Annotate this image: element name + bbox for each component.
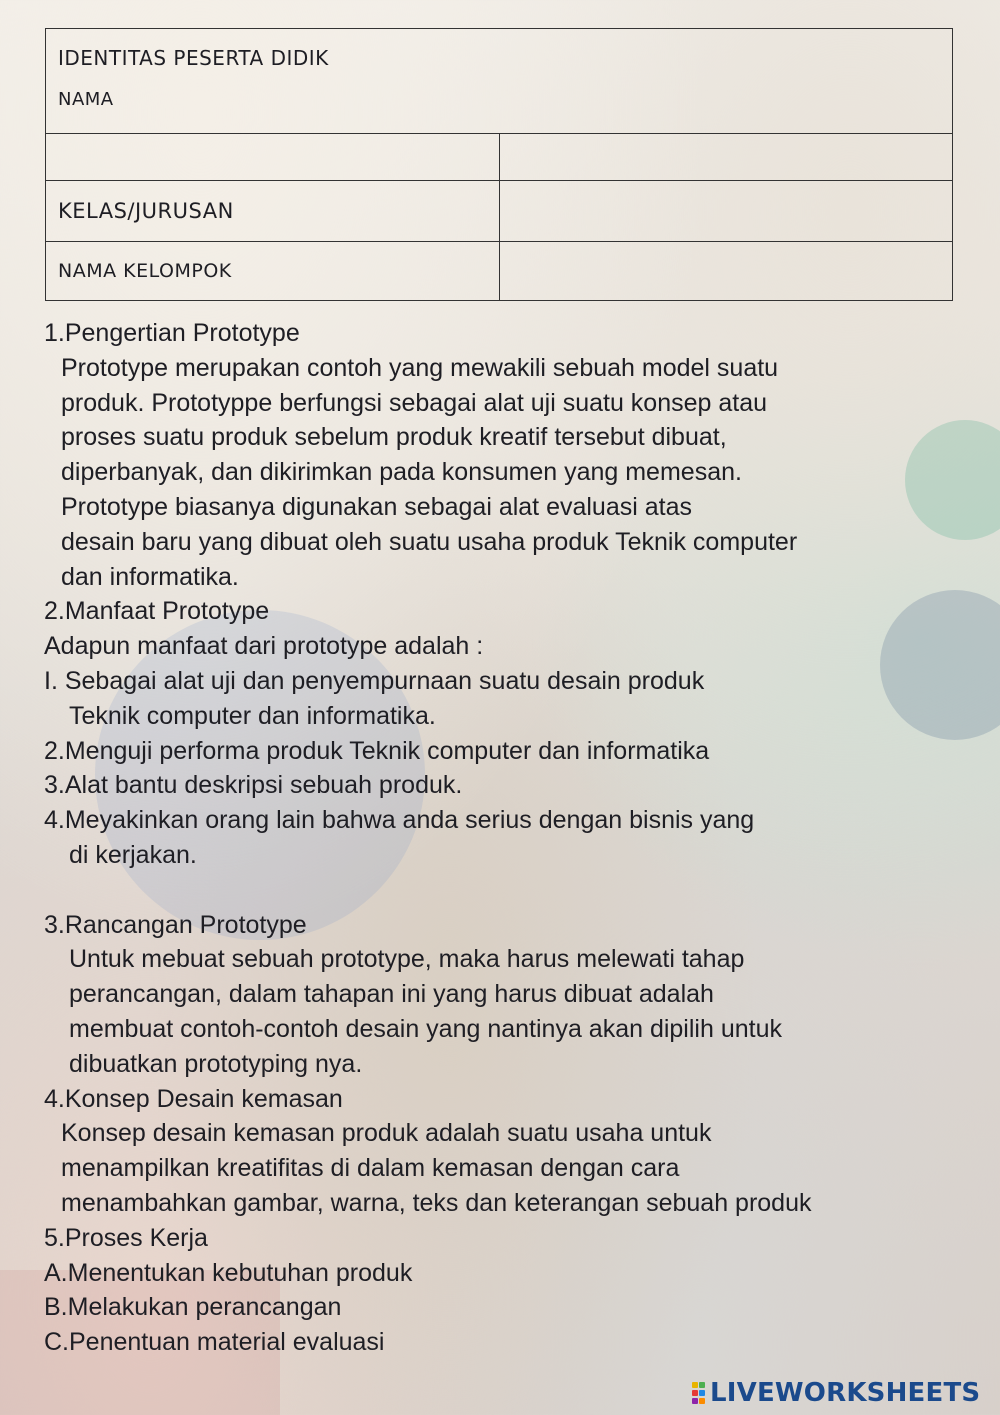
paragraph-line: produk. Prototyppe berfungsi sebagai alat uji suatu konsep atau xyxy=(61,388,768,417)
list-item-continuation: Teknik computer dan informatika. xyxy=(69,701,436,730)
worksheet-content xyxy=(44,316,984,1360)
paragraph-line: perancangan, dalam tahapan ini yang harus dibuat adalah xyxy=(69,980,714,1009)
list-item: 3.Alat bantu deskripsi sebuah produk. xyxy=(44,771,463,800)
identity-title: IDENTITAS PESERTA DIDIK xyxy=(58,46,329,70)
liveworksheets-logo xyxy=(692,1378,980,1408)
paragraph-line: diperbanyak, dan dikirimkan pada konsumen yang memesan. xyxy=(61,458,742,487)
paragraph-line: menambahkan gambar, warna, teks dan keterangan sebuah produk xyxy=(61,1188,812,1217)
nama-label: NAMA xyxy=(58,89,114,110)
kelas-field[interactable] xyxy=(499,181,953,242)
kelompok-field[interactable] xyxy=(499,242,953,301)
nama-field[interactable] xyxy=(46,134,500,181)
list-item-continuation: di kerjakan. xyxy=(69,840,197,869)
list-item: I. Sebagai alat uji dan penyempurnaan suatu desain produk xyxy=(44,666,705,695)
paragraph-line: Adapun manfaat dari prototype adalah : xyxy=(44,632,484,661)
section-heading: 2.Manfaat Prototype xyxy=(44,597,270,626)
paragraph-line: Prototype biasanya digunakan sebagai alat evaluasi atas xyxy=(61,492,692,521)
paragraph-line: Prototype merupakan contoh yang mewakili sebuah model suatu xyxy=(61,353,779,382)
paragraph-line: membuat contoh-contoh desain yang nantinya akan dipilih untuk xyxy=(69,1014,782,1043)
liveworksheets-logo-icon xyxy=(692,1382,706,1404)
kelas-label: KELAS/JURUSAN xyxy=(46,181,500,242)
paragraph-line: dibuatkan prototyping nya. xyxy=(69,1049,363,1078)
section-heading: 3.Rancangan Prototype xyxy=(44,910,307,939)
liveworksheets-logo-text: LIVEWORKSHEETS xyxy=(710,1378,981,1408)
paragraph-line: dan informatika. xyxy=(61,562,239,591)
list-item: C.Penentuan material evaluasi xyxy=(44,1328,385,1357)
identity-table xyxy=(45,28,953,301)
paragraph-line: Konsep desain kemasan produk adalah suatu usaha untuk xyxy=(61,1119,712,1148)
kelompok-label: NAMA KELOMPOK xyxy=(46,242,500,301)
blank-line xyxy=(44,873,984,908)
nama-extra-field[interactable] xyxy=(499,134,953,181)
paragraph-line: Untuk mebuat sebuah prototype, maka harus melewati tahap xyxy=(69,945,745,974)
paragraph-line: desain baru yang dibuat oleh suatu usaha produk Teknik computer xyxy=(61,527,798,556)
section-heading: 4.Konsep Desain kemasan xyxy=(44,1084,343,1113)
list-item: B.Melakukan perancangan xyxy=(44,1293,342,1322)
paragraph-line: proses suatu produk sebelum produk kreatif tersebut dibuat, xyxy=(61,423,727,452)
identity-header xyxy=(46,29,953,134)
list-item: 2.Menguji performa produk Teknik computer dan informatika xyxy=(44,736,710,765)
list-item: A.Menentukan kebutuhan produk xyxy=(44,1258,413,1287)
section-heading: 5.Proses Kerja xyxy=(44,1223,208,1252)
paragraph-line: menampilkan kreatifitas di dalam kemasan dengan cara xyxy=(61,1154,680,1183)
section-heading: 1.Pengertian Prototype xyxy=(44,319,300,347)
list-item: 4.Meyakinkan orang lain bahwa anda serius dengan bisnis yang xyxy=(44,806,755,835)
